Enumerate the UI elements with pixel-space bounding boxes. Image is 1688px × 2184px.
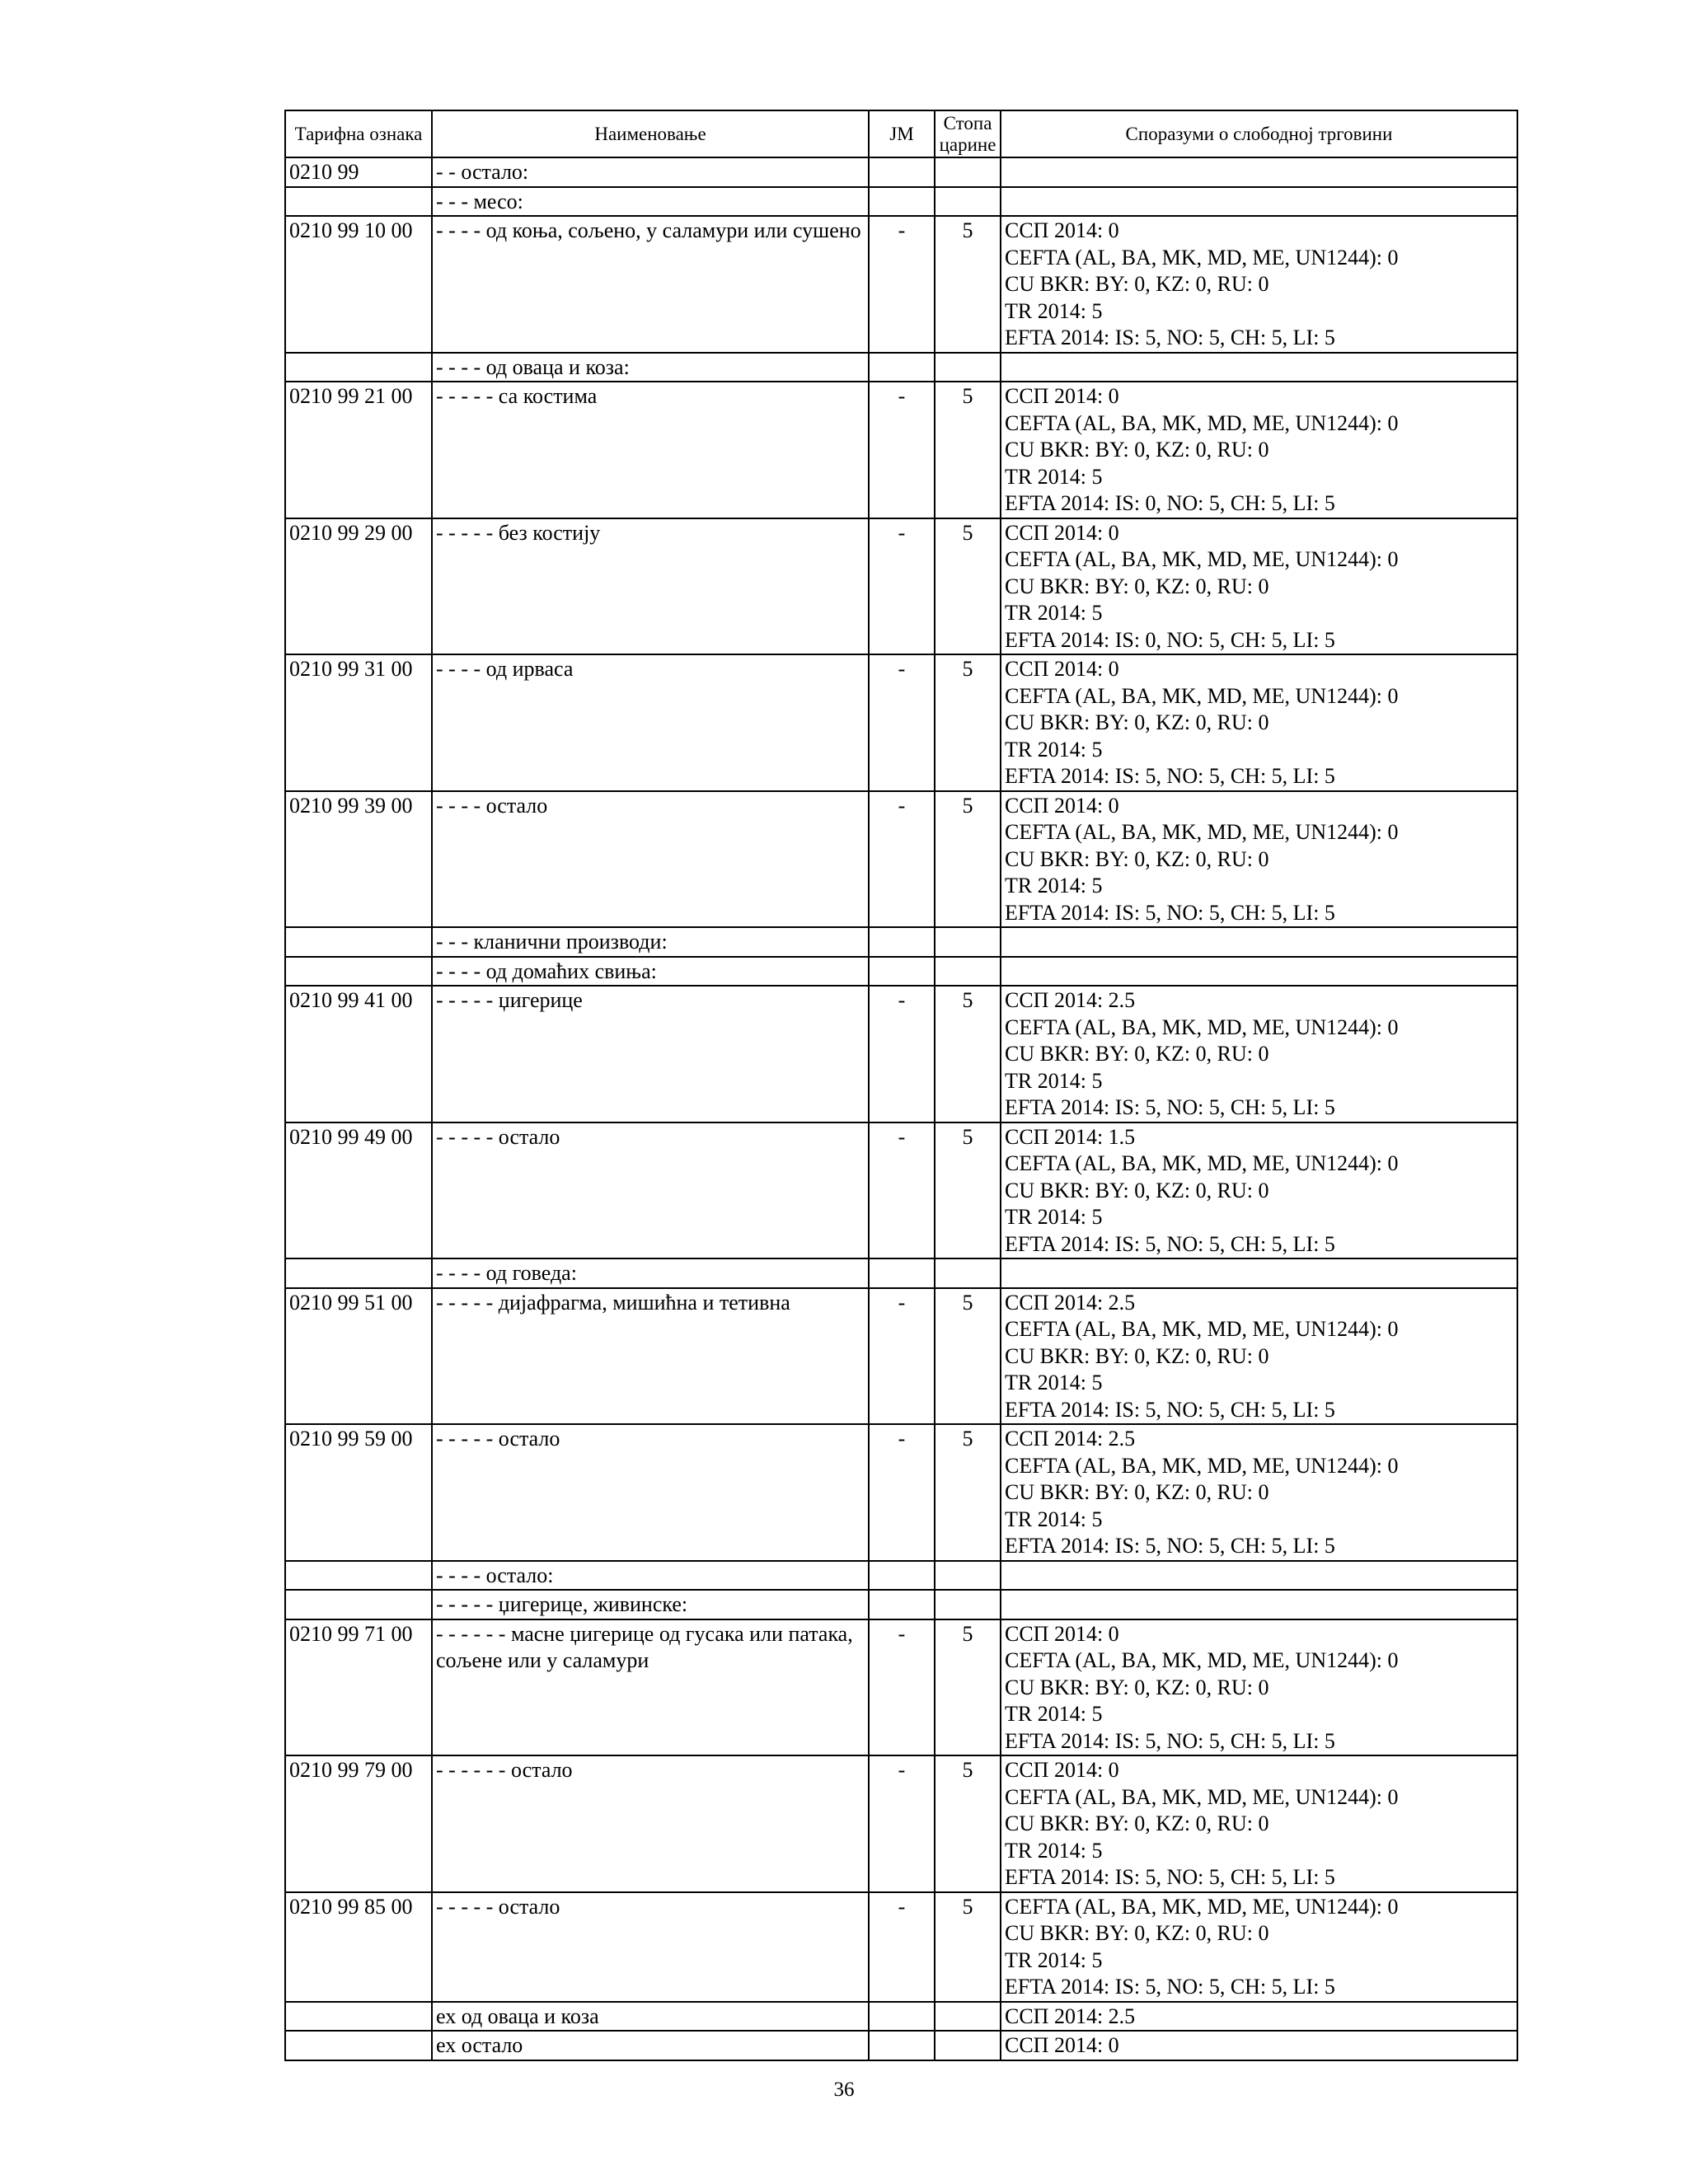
description-cell: - - - - остало:: [432, 1561, 869, 1591]
duty-rate-cell: 5: [935, 518, 1001, 655]
agreements-cell: [1001, 1561, 1517, 1591]
tariff-code-cell: [285, 1258, 432, 1288]
tariff-code-cell: 0210 99 41 00: [285, 986, 432, 1122]
agreement-line: TR 2014: 5: [1005, 1068, 1103, 1093]
agreement-line: ССП 2014: 2.5: [1005, 2004, 1136, 2028]
table-row: [285, 382, 1517, 518]
description-cell: - - - - - џигерице, живинске:: [432, 1590, 869, 1619]
duty-rate-cell: [935, 353, 1001, 382]
unit-cell: [869, 2002, 935, 2032]
duty-rate-cell: [935, 2002, 1001, 2032]
agreement-line: ССП 2014: 0: [1005, 2033, 1119, 2057]
header-trade-agreements: Споразуми о слободној трговини: [1001, 110, 1517, 157]
agreement-line: EFTA 2014: IS: 0, NO: 5, CH: 5, LI: 5: [1005, 627, 1335, 652]
agreement-line: CEFTA (AL, BA, MK, MD, ME, UN1244): 0: [1005, 1317, 1399, 1341]
tariff-code-cell: 0210 99 21 00: [285, 382, 432, 518]
agreement-line: CEFTA (AL, BA, MK, MD, ME, UN1244): 0: [1005, 1015, 1399, 1039]
agreement-line: CU BKR: BY: 0, KZ: 0, RU: 0: [1005, 1811, 1269, 1835]
duty-rate-cell: [935, 1258, 1001, 1288]
agreement-line: TR 2014: 5: [1005, 1838, 1103, 1863]
agreement-line: ССП 2014: 0: [1005, 218, 1119, 242]
header-duty-rate: Стопа царине: [935, 110, 1001, 157]
agreements-cell: [1001, 187, 1517, 217]
agreements-cell: [1001, 353, 1517, 382]
header-description: Наименовање: [432, 110, 869, 157]
duty-rate-cell: 5: [935, 654, 1001, 791]
tariff-code-cell: [285, 1561, 432, 1591]
agreement-line: EFTA 2014: IS: 5, NO: 5, CH: 5, LI: 5: [1005, 1095, 1335, 1119]
agreements-cell: [1001, 927, 1517, 957]
table-row: [285, 927, 1517, 957]
description-cell: - - - месо:: [432, 187, 869, 217]
table-row: [285, 353, 1517, 382]
duty-rate-cell: [935, 1561, 1001, 1591]
agreement-line: CEFTA (AL, BA, MK, MD, ME, UN1244): 0: [1005, 1648, 1399, 1672]
table-row: [285, 1755, 1517, 1892]
tariff-code-cell: [285, 927, 432, 957]
description-cell: - - - кланични производи:: [432, 927, 869, 957]
agreement-line: CEFTA (AL, BA, MK, MD, ME, UN1244): 0: [1005, 1453, 1399, 1478]
duty-rate-cell: [935, 157, 1001, 187]
agreement-line: TR 2014: 5: [1005, 737, 1103, 762]
agreement-line: CEFTA (AL, BA, MK, MD, ME, UN1244): 0: [1005, 245, 1399, 269]
table-row: [285, 2002, 1517, 2032]
tariff-code-cell: 0210 99 79 00: [285, 1755, 432, 1892]
description-cell: - - - - - остало: [432, 1424, 869, 1561]
duty-rate-cell: 5: [935, 1288, 1001, 1425]
agreements-cell: [1001, 1619, 1517, 1756]
agreements-cell: [1001, 1755, 1517, 1892]
duty-rate-cell: 5: [935, 216, 1001, 353]
description-cell: - - - - остало: [432, 791, 869, 928]
description-cell: - - - - - дијафрагма, мишићна и тетивна: [432, 1288, 869, 1425]
table-row: [285, 1561, 1517, 1591]
agreement-line: EFTA 2014: IS: 5, NO: 5, CH: 5, LI: 5: [1005, 326, 1335, 349]
tariff-code-cell: 0210 99 29 00: [285, 518, 432, 655]
agreements-cell: [1001, 957, 1517, 987]
agreement-line: ССП 2014: 0: [1005, 520, 1119, 545]
unit-cell: [869, 157, 935, 187]
description-cell: ех од оваца и коза: [432, 2002, 869, 2032]
unit-cell: -: [869, 1755, 935, 1892]
agreement-line: CEFTA (AL, BA, MK, MD, ME, UN1244): 0: [1005, 547, 1399, 571]
agreements-cell: [1001, 157, 1517, 187]
table-row: [285, 1288, 1517, 1425]
agreement-line: ССП 2014: 1.5: [1005, 1124, 1136, 1149]
agreement-line: CEFTA (AL, BA, MK, MD, ME, UN1244): 0: [1005, 820, 1399, 844]
agreement-line: CU BKR: BY: 0, KZ: 0, RU: 0: [1005, 574, 1269, 598]
unit-cell: [869, 1561, 935, 1591]
unit-cell: -: [869, 518, 935, 655]
table-row: [285, 216, 1517, 353]
agreement-line: TR 2014: 5: [1005, 1507, 1103, 1531]
description-cell: - - - - од оваца и коза:: [432, 353, 869, 382]
table-row: [285, 654, 1517, 791]
tariff-code-cell: [285, 1590, 432, 1619]
agreement-line: ССП 2014: 0: [1005, 384, 1119, 408]
table-row: [285, 986, 1517, 1122]
agreement-line: TR 2014: 5: [1005, 1702, 1103, 1726]
unit-cell: -: [869, 382, 935, 518]
tariff-table: [284, 110, 1518, 2061]
agreement-line: ССП 2014: 2.5: [1005, 988, 1136, 1012]
tariff-code-cell: 0210 99 39 00: [285, 791, 432, 928]
agreement-line: ССП 2014: 0: [1005, 1758, 1119, 1782]
duty-rate-cell: [935, 927, 1001, 957]
agreement-line: CU BKR: BY: 0, KZ: 0, RU: 0: [1005, 1178, 1269, 1202]
unit-cell: [869, 353, 935, 382]
unit-cell: -: [869, 654, 935, 791]
unit-cell: -: [869, 1288, 935, 1425]
duty-rate-cell: 5: [935, 986, 1001, 1122]
tariff-code-cell: 0210 99 31 00: [285, 654, 432, 791]
agreement-line: EFTA 2014: IS: 5, NO: 5, CH: 5, LI: 5: [1005, 1231, 1335, 1256]
agreement-line: CU BKR: BY: 0, KZ: 0, RU: 0: [1005, 1343, 1269, 1368]
agreement-line: CEFTA (AL, BA, MK, MD, ME, UN1244): 0: [1005, 1151, 1399, 1175]
table-row: [285, 1892, 1517, 2002]
agreement-line: ССП 2014: 2.5: [1005, 1427, 1136, 1451]
table-row: [285, 1590, 1517, 1619]
unit-cell: [869, 957, 935, 987]
agreement-line: TR 2014: 5: [1005, 874, 1103, 898]
unit-cell: -: [869, 1424, 935, 1561]
tariff-code-cell: [285, 957, 432, 987]
tariff-code-cell: [285, 2002, 432, 2032]
table-row: [285, 157, 1517, 187]
agreement-line: CEFTA (AL, BA, MK, MD, ME, UN1244): 0: [1005, 1784, 1399, 1809]
description-cell: - - - - - - масне џигерице од гусака или патака, сољене или у саламури: [432, 1619, 869, 1756]
agreements-cell: [1001, 654, 1517, 791]
agreement-line: EFTA 2014: IS: 5, NO: 5, CH: 5, LI: 5: [1005, 900, 1335, 925]
agreement-line: EFTA 2014: IS: 5, NO: 5, CH: 5, LI: 5: [1005, 1534, 1335, 1558]
agreements-cell: [1001, 1122, 1517, 1259]
table-header-row: [285, 110, 1517, 157]
description-cell: - - - - - без костију: [432, 518, 869, 655]
table-row: [285, 1258, 1517, 1288]
duty-rate-cell: 5: [935, 791, 1001, 928]
tariff-code-cell: [285, 187, 432, 217]
agreement-line: CU BKR: BY: 0, KZ: 0, RU: 0: [1005, 846, 1269, 871]
unit-cell: [869, 1590, 935, 1619]
agreement-line: EFTA 2014: IS: 5, NO: 5, CH: 5, LI: 5: [1005, 1397, 1335, 1422]
tariff-code-cell: 0210 99 49 00: [285, 1122, 432, 1259]
tariff-code-cell: 0210 99 71 00: [285, 1619, 432, 1756]
unit-cell: -: [869, 1619, 935, 1756]
table-row: [285, 1619, 1517, 1756]
agreement-line: ССП 2014: 0: [1005, 657, 1119, 681]
description-cell: - - - - - остало: [432, 1122, 869, 1259]
agreement-line: CU BKR: BY: 0, KZ: 0, RU: 0: [1005, 710, 1269, 734]
description-cell: - - - - од домаћих свиња:: [432, 957, 869, 987]
header-tariff-code: Тарифна ознака: [285, 110, 432, 157]
unit-cell: [869, 187, 935, 217]
duty-rate-cell: 5: [935, 1122, 1001, 1259]
tariff-code-cell: [285, 2031, 432, 2060]
agreement-line: EFTA 2014: IS: 5, NO: 5, CH: 5, LI: 5: [1005, 1728, 1335, 1753]
tariff-code-cell: 0210 99 51 00: [285, 1288, 432, 1425]
agreement-line: CU BKR: BY: 0, KZ: 0, RU: 0: [1005, 438, 1269, 462]
agreements-cell: [1001, 1288, 1517, 1425]
agreements-cell: [1001, 216, 1517, 353]
description-cell: - - - - од ирваса: [432, 654, 869, 791]
duty-rate-cell: [935, 1590, 1001, 1619]
duty-rate-cell: 5: [935, 1892, 1001, 2002]
agreements-cell: [1001, 1892, 1517, 2002]
agreements-cell: [1001, 791, 1517, 928]
agreements-cell: [1001, 2031, 1517, 2060]
agreements-cell: [1001, 2002, 1517, 2032]
agreement-line: CU BKR: BY: 0, KZ: 0, RU: 0: [1005, 1675, 1269, 1699]
agreement-line: TR 2014: 5: [1005, 1947, 1103, 1972]
table-row: [285, 791, 1517, 928]
agreement-line: CEFTA (AL, BA, MK, MD, ME, UN1244): 0: [1005, 1894, 1399, 1919]
description-cell: - - - - - - остало: [432, 1755, 869, 1892]
table-row: [285, 2031, 1517, 2060]
description-cell: ех остало: [432, 2031, 869, 2060]
description-cell: - - остало:: [432, 157, 869, 187]
duty-rate-cell: 5: [935, 1619, 1001, 1756]
agreements-cell: [1001, 1258, 1517, 1288]
agreement-line: EFTA 2014: IS: 0, NO: 5, CH: 5, LI: 5: [1005, 491, 1335, 515]
agreement-line: CEFTA (AL, BA, MK, MD, ME, UN1244): 0: [1005, 683, 1399, 708]
agreement-line: EFTA 2014: IS: 5, NO: 5, CH: 5, LI: 5: [1005, 1865, 1335, 1889]
table-row: [285, 1122, 1517, 1259]
tariff-code-cell: 0210 99 10 00: [285, 216, 432, 353]
description-cell: - - - - од коња, сољено, у саламури или сушено: [432, 216, 869, 353]
page-number: 36: [833, 2079, 855, 2101]
agreements-cell: [1001, 986, 1517, 1122]
agreements-cell: [1001, 1424, 1517, 1561]
unit-cell: -: [869, 791, 935, 928]
agreement-line: CU BKR: BY: 0, KZ: 0, RU: 0: [1005, 1921, 1269, 1945]
agreement-line: TR 2014: 5: [1005, 601, 1103, 625]
agreement-line: ССП 2014: 2.5: [1005, 1290, 1136, 1315]
table-row: [285, 187, 1517, 217]
description-cell: - - - - - остало: [432, 1892, 869, 2002]
table-row: [285, 957, 1517, 987]
table-row: [285, 1424, 1517, 1561]
duty-rate-cell: [935, 187, 1001, 217]
duty-rate-cell: 5: [935, 1755, 1001, 1892]
agreements-cell: [1001, 1590, 1517, 1619]
agreement-line: EFTA 2014: IS: 5, NO: 5, CH: 5, LI: 5: [1005, 764, 1335, 788]
agreement-line: TR 2014: 5: [1005, 1371, 1103, 1394]
tariff-code-cell: [285, 353, 432, 382]
agreements-cell: [1001, 382, 1517, 518]
duty-rate-cell: [935, 2031, 1001, 2060]
description-cell: - - - - - џигерице: [432, 986, 869, 1122]
tariff-code-cell: 0210 99 85 00: [285, 1892, 432, 2002]
unit-cell: -: [869, 216, 935, 353]
agreement-line: EFTA 2014: IS: 5, NO: 5, CH: 5, LI: 5: [1005, 1975, 1335, 1999]
unit-cell: -: [869, 1122, 935, 1259]
description-cell: - - - - - са костима: [432, 382, 869, 518]
agreement-line: ССП 2014: 0: [1005, 1621, 1119, 1646]
agreement-line: TR 2014: 5: [1005, 1205, 1103, 1229]
header-unit: JM: [869, 110, 935, 157]
agreement-line: CEFTA (AL, BA, MK, MD, ME, UN1244): 0: [1005, 410, 1399, 435]
unit-cell: [869, 1258, 935, 1288]
agreement-line: CU BKR: BY: 0, KZ: 0, RU: 0: [1005, 1042, 1269, 1066]
duty-rate-cell: 5: [935, 382, 1001, 518]
agreements-cell: [1001, 518, 1517, 655]
agreement-line: ССП 2014: 0: [1005, 793, 1119, 818]
tariff-code-cell: 0210 99 59 00: [285, 1424, 432, 1561]
duty-rate-cell: [935, 957, 1001, 987]
unit-cell: -: [869, 986, 935, 1122]
agreement-line: TR 2014: 5: [1005, 464, 1103, 489]
unit-cell: [869, 927, 935, 957]
duty-rate-cell: 5: [935, 1424, 1001, 1561]
agreement-line: TR 2014: 5: [1005, 298, 1103, 323]
tariff-code-cell: 0210 99: [285, 157, 432, 187]
unit-cell: [869, 2031, 935, 2060]
tariff-table-body: [285, 157, 1517, 2060]
description-cell: - - - - од говеда:: [432, 1258, 869, 1288]
table-row: [285, 518, 1517, 655]
agreement-line: CU BKR: BY: 0, KZ: 0, RU: 0: [1005, 1480, 1269, 1504]
agreement-line: CU BKR: BY: 0, KZ: 0, RU: 0: [1005, 272, 1269, 296]
unit-cell: -: [869, 1892, 935, 2002]
